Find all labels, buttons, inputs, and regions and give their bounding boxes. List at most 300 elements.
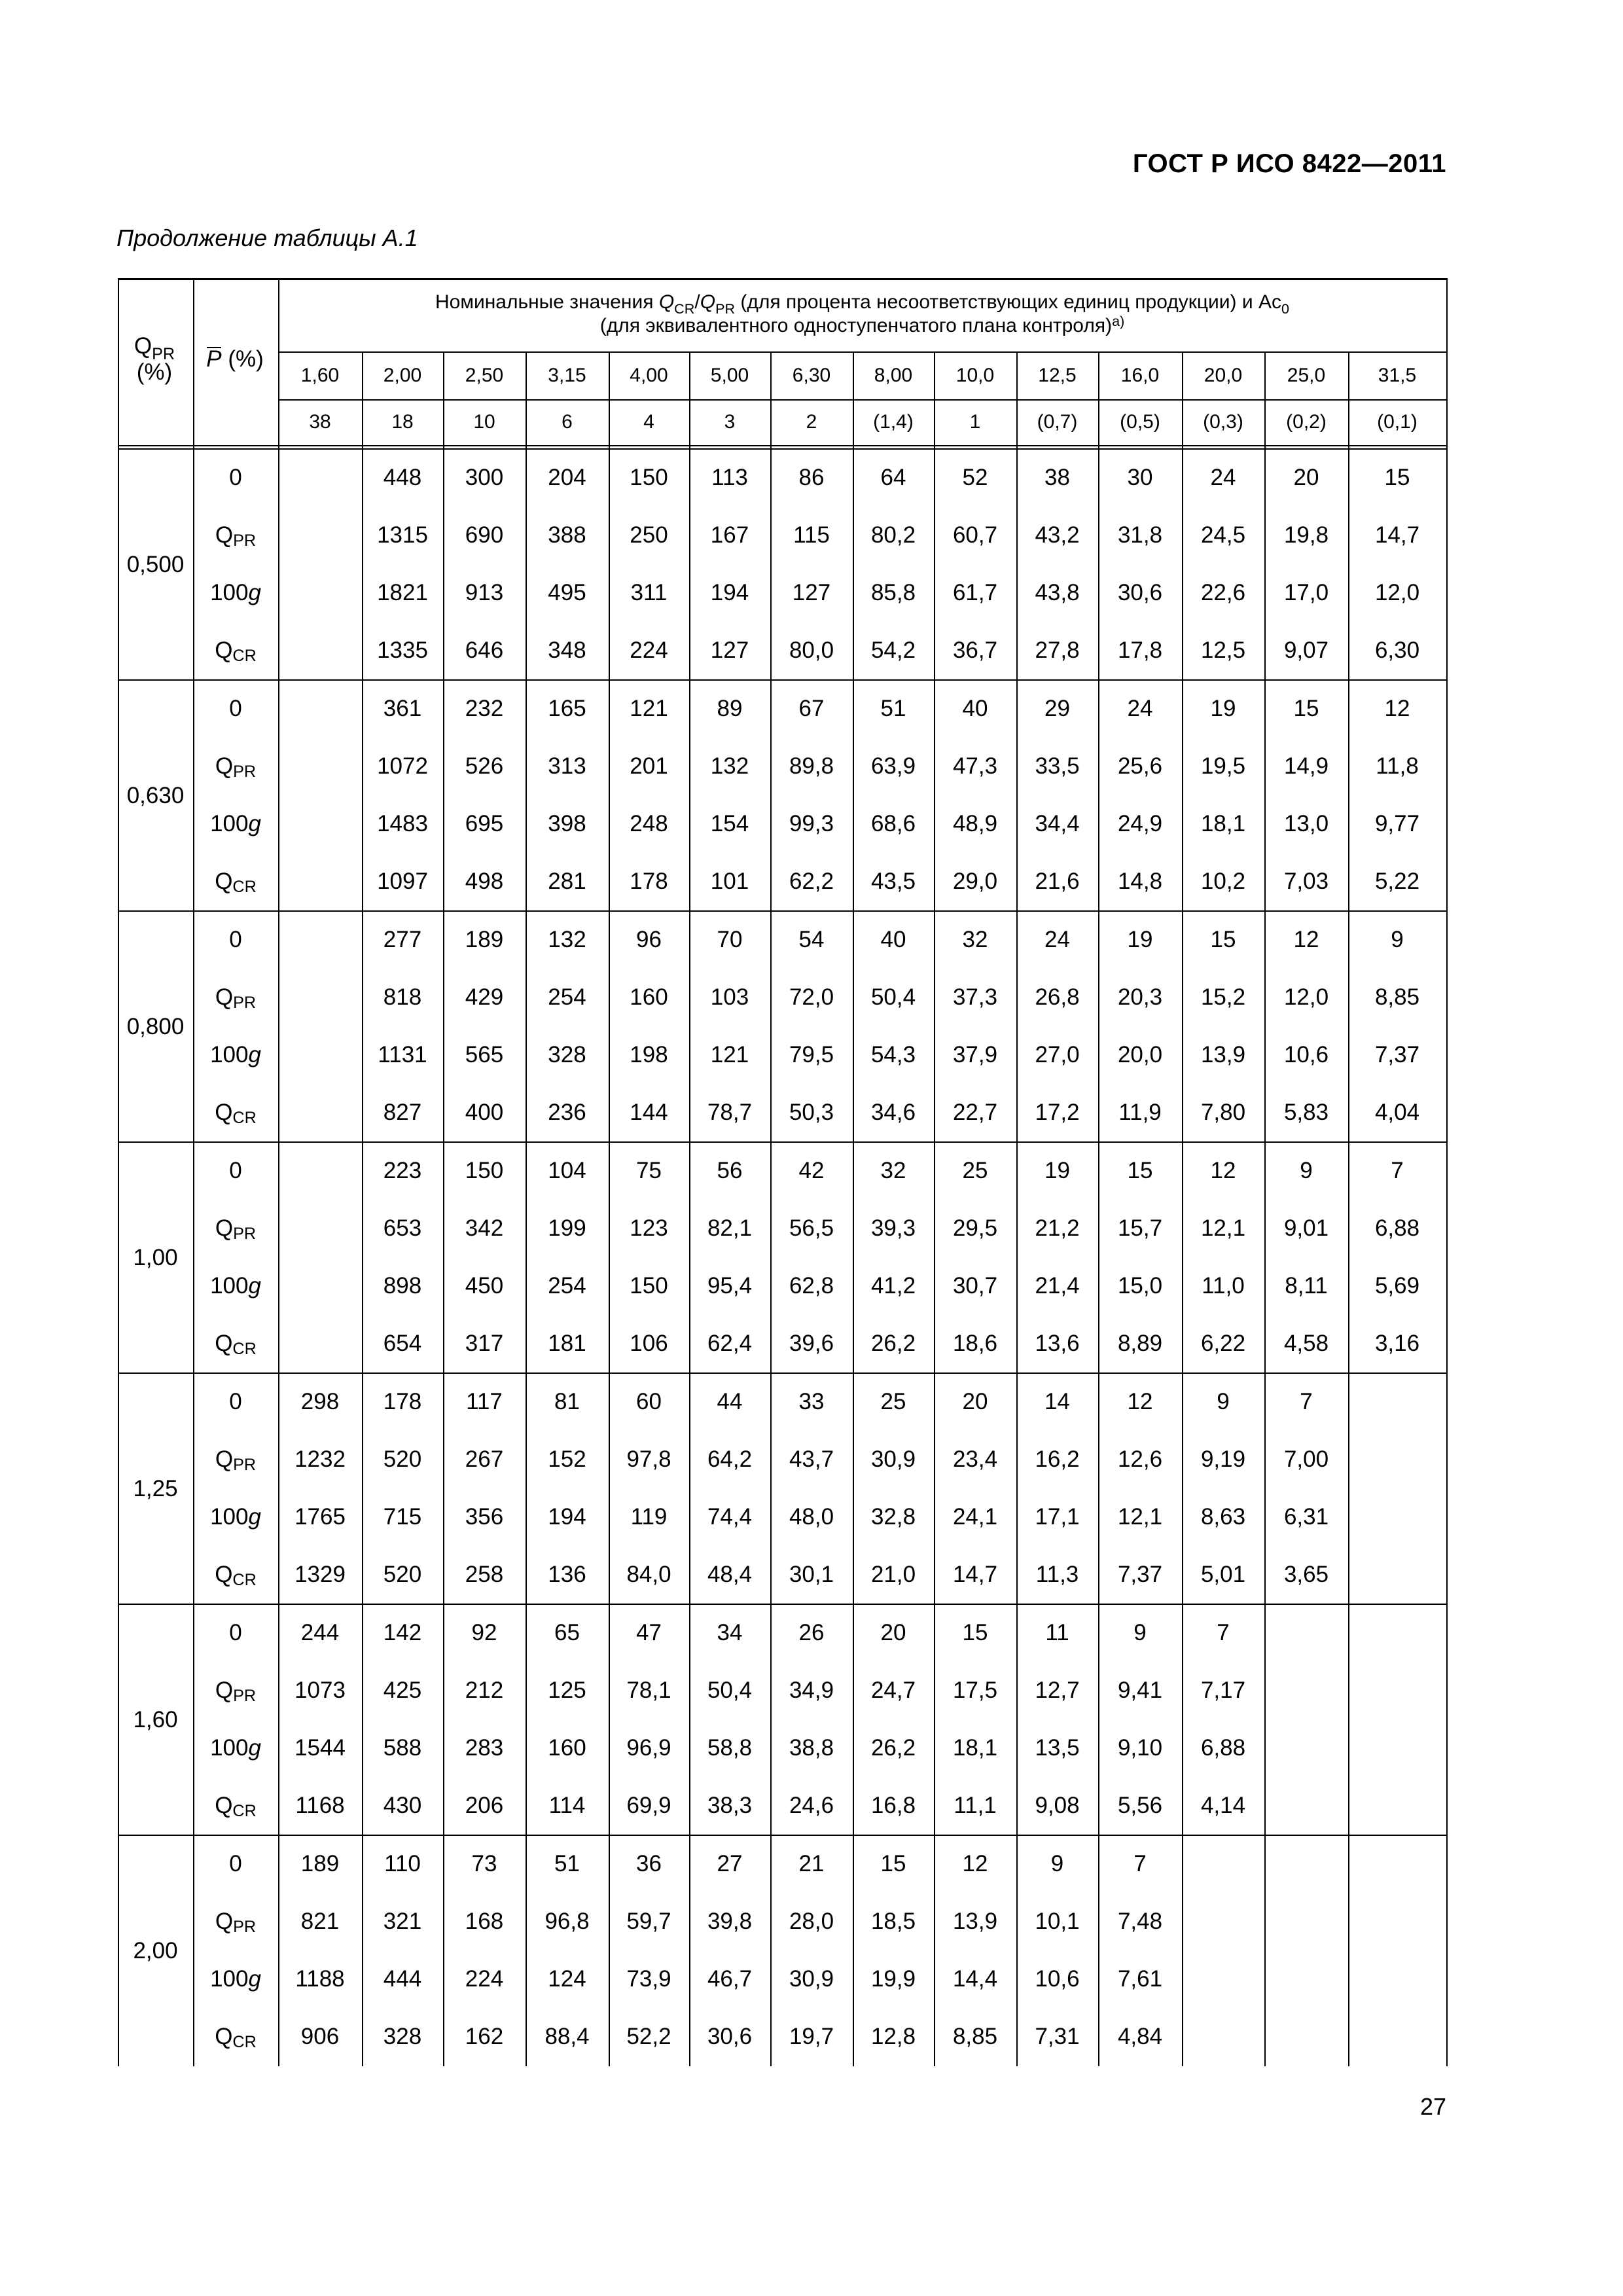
table-cell: 646 [465, 637, 504, 663]
column-divider [934, 351, 935, 2066]
table-cell: 913 [465, 580, 504, 605]
table-cell [1348, 1546, 1446, 1604]
table-cell: 425 [383, 1677, 422, 1703]
table-cell: 11,3 [1035, 1562, 1079, 1587]
table-cell: 127 [792, 580, 831, 605]
table-cell: 5,69 [1374, 1273, 1420, 1299]
table-cell: 15 [1293, 696, 1319, 721]
table-cell: 29,0 [952, 869, 998, 894]
ac-value: (0,1) [1377, 411, 1418, 433]
table-cell: 7 [1217, 1620, 1230, 1645]
table-cell: 15 [962, 1620, 988, 1645]
ac-value: 2 [806, 411, 817, 433]
table-cell: 48,0 [789, 1504, 834, 1530]
table-cell [1348, 1835, 1446, 1893]
table-cell: 121 [710, 1042, 749, 1067]
table-cell: 715 [383, 1504, 422, 1530]
table-cell: 198 [630, 1042, 668, 1067]
table-cell: 154 [710, 811, 749, 836]
table-cell [278, 449, 362, 507]
table-cell: 24 [1210, 465, 1236, 490]
table-cell [1264, 1777, 1348, 1835]
page-number: 27 [1419, 2093, 1446, 2120]
table-cell: 388 [548, 522, 586, 548]
table-cell: 70 [717, 927, 743, 952]
group-separator [118, 1835, 1446, 1836]
table-cell [1182, 2008, 1264, 2066]
table-cell: 144 [630, 1100, 668, 1125]
table-cell: 13,9 [1200, 1042, 1246, 1067]
table-cell: 96 [636, 927, 662, 952]
table-cell: 181 [548, 1331, 586, 1356]
table-cell: 317 [465, 1331, 504, 1356]
table-cell: 34,6 [870, 1100, 916, 1125]
column-header: 4,00 [630, 364, 668, 386]
table-cell: 5,83 [1283, 1100, 1329, 1125]
row-label [193, 507, 278, 564]
table-cell: 10,2 [1200, 869, 1246, 894]
table-cell: 85,8 [870, 580, 916, 605]
table-cell: 19 [1044, 1158, 1070, 1183]
table-cell: 12 [1384, 696, 1410, 721]
table-cell: 9 [1300, 1158, 1313, 1183]
table-cell [278, 1200, 362, 1257]
table-cell: 12,0 [1374, 580, 1420, 605]
row-label-main: 100 [210, 1504, 249, 1530]
table-cell: 588 [383, 1735, 422, 1761]
table-cell: 9 [1217, 1389, 1230, 1414]
row-label [193, 2008, 278, 2066]
table-cell: 14,9 [1283, 753, 1329, 779]
table-cell: 17,5 [952, 1677, 998, 1703]
table-cell [278, 911, 362, 969]
table-cell: 38,8 [789, 1735, 834, 1761]
table-cell: 9 [1050, 1851, 1064, 1876]
table-cell: 10,6 [1283, 1042, 1329, 1067]
title-q: Q [658, 291, 675, 313]
row-label-sub: PR [233, 531, 257, 550]
table-cell: 78,1 [626, 1677, 671, 1703]
table-cell: 18,1 [952, 1735, 998, 1761]
table-cell: 526 [465, 753, 504, 779]
table-cell: 19,8 [1283, 522, 1329, 548]
table-cell: 39,3 [870, 1215, 916, 1241]
table-cell: 62,2 [789, 869, 834, 894]
table-cell: 51 [880, 696, 906, 721]
table-cell: 32,8 [870, 1504, 916, 1530]
table-cell: 1821 [377, 580, 428, 605]
row-label-sub: CR [232, 1109, 257, 1128]
table-cell: 9,01 [1283, 1215, 1329, 1241]
table-cell [1264, 1893, 1348, 1950]
table-cell: 281 [548, 869, 586, 894]
table-cell: 33 [798, 1389, 825, 1414]
table-cell [1348, 1604, 1446, 1662]
table-cell: 24,7 [870, 1677, 916, 1703]
ac-value: (0,3) [1203, 411, 1243, 433]
table-cell: 29,5 [952, 1215, 998, 1241]
title-part: Номинальные значения [435, 291, 659, 313]
title-slash: / [694, 291, 700, 313]
document-header: ГОСТ Р ИСО 8422—2011 [1132, 149, 1446, 178]
table-cell: 26,2 [870, 1331, 916, 1356]
table-cell: 12 [1127, 1389, 1153, 1414]
table-cell: 267 [465, 1446, 504, 1472]
table-cell: 32 [880, 1158, 906, 1183]
table-cell: 8,11 [1285, 1273, 1328, 1299]
row-label [193, 795, 278, 853]
table-cell [278, 1026, 362, 1084]
table-cell: 103 [710, 984, 749, 1010]
row-label-main: 0 [229, 1158, 242, 1183]
table-cell: 25,6 [1117, 753, 1163, 779]
table-cell: 43,7 [789, 1446, 834, 1472]
table-cell: 29 [1044, 696, 1070, 721]
table-cell: 18,5 [870, 1909, 916, 1934]
row-label [193, 1026, 278, 1084]
table-cell: 10,1 [1035, 1909, 1080, 1934]
row-label-sub: CR [232, 1340, 257, 1359]
table-cell: 22,6 [1200, 580, 1246, 605]
table-cell: 328 [548, 1042, 586, 1067]
table-cell: 244 [300, 1620, 340, 1645]
qpr-header [118, 278, 191, 440]
table-cell: 250 [630, 522, 668, 548]
row-label [193, 1893, 278, 1950]
table-cell: 13,6 [1035, 1331, 1080, 1356]
table-cell: 37,3 [952, 984, 998, 1010]
table-cell [1348, 1373, 1446, 1431]
row-label [193, 449, 278, 507]
table-cell: 520 [383, 1562, 422, 1587]
table-cell: 8,89 [1117, 1331, 1163, 1356]
table-cell: 123 [630, 1215, 668, 1241]
row-label-main: Q [215, 637, 233, 663]
table-cell: 114 [548, 1793, 586, 1818]
column-divider [609, 351, 610, 2066]
row-label [193, 738, 278, 795]
row-label [193, 1257, 278, 1315]
column-header: 2,00 [383, 364, 422, 386]
row-label-main: Q [215, 1331, 233, 1356]
table-cell: 51 [554, 1851, 580, 1876]
table-cell: 8,85 [952, 2024, 998, 2049]
table-cell [278, 564, 362, 622]
table-cell: 24,1 [952, 1504, 998, 1530]
row-label-sub: CR [232, 1571, 257, 1590]
table-cell: 9,41 [1117, 1677, 1163, 1703]
table-cell: 73 [471, 1851, 497, 1876]
ac-value: 4 [643, 411, 654, 433]
table-cell [278, 1084, 362, 1141]
p-header [193, 278, 277, 440]
table-cell: 520 [383, 1446, 422, 1472]
table-cell: 5,56 [1117, 1793, 1163, 1818]
ac-value: 38 [309, 411, 331, 433]
table-cell: 74,4 [707, 1504, 753, 1530]
table-cell: 21,6 [1035, 869, 1080, 894]
table-cell [278, 795, 362, 853]
table-cell: 96,8 [544, 1909, 590, 1934]
table-cell: 25 [962, 1158, 988, 1183]
table-cell: 12,1 [1200, 1215, 1246, 1241]
table-cell: 7,00 [1283, 1446, 1329, 1472]
row-label-ital: g [248, 1273, 261, 1299]
row-label-ital: g [248, 811, 261, 836]
qpr-group-label: 1,60 [133, 1706, 178, 1732]
table-cell: 430 [383, 1793, 422, 1818]
table-cell: 19,5 [1200, 753, 1246, 779]
table-cell: 26,2 [870, 1735, 916, 1761]
table-cell: 30,6 [707, 2024, 753, 2049]
row-label-main: Q [215, 1562, 233, 1587]
table-cell: 18,1 [1200, 811, 1246, 836]
table-caption: Продолжение таблицы А.1 [116, 224, 418, 251]
column-header: 2,50 [465, 364, 504, 386]
table-cell: 429 [465, 984, 504, 1010]
table-cell: 223 [383, 1158, 422, 1183]
table-cell [278, 1142, 362, 1200]
table-cell: 95,4 [707, 1273, 753, 1299]
table-cell: 46,7 [707, 1966, 753, 1992]
table-cell: 44 [717, 1389, 743, 1414]
table-cell: 110 [384, 1851, 421, 1876]
table-cell: 79,5 [789, 1042, 834, 1067]
column-divider [1016, 351, 1018, 2066]
table-cell: 162 [465, 2024, 504, 2049]
table-cell: 59,7 [626, 1909, 671, 1934]
table-cell: 212 [465, 1677, 504, 1703]
table-cell: 38,3 [707, 1793, 753, 1818]
table-cell: 1073 [294, 1677, 346, 1703]
table-cell: 27 [717, 1851, 743, 1876]
row-label [193, 680, 278, 738]
column-divider [853, 351, 854, 2066]
table-cell [1264, 1604, 1348, 1662]
table-cell: 40 [880, 927, 906, 952]
column-header: 12,5 [1038, 364, 1077, 386]
table-cell: 5,22 [1374, 869, 1420, 894]
title-cr: CR [674, 300, 695, 317]
table-cell: 32 [962, 927, 988, 952]
table-cell: 68,6 [870, 811, 916, 836]
table-cell: 30,9 [870, 1446, 916, 1472]
table-cell: 695 [465, 811, 504, 836]
row-label-ital: g [248, 1504, 261, 1530]
table-cell: 26,8 [1035, 984, 1080, 1010]
table-cell: 43,5 [870, 869, 916, 894]
row-label-main: 100 [210, 1966, 249, 1992]
row-label [193, 911, 278, 969]
row-label [193, 1604, 278, 1662]
table-cell [1348, 1777, 1446, 1835]
row-label [193, 1950, 278, 2008]
ac-value: (1,4) [873, 411, 914, 433]
table-cell: 12 [962, 1851, 988, 1876]
row-label-sub: CR [232, 2033, 257, 2052]
table-cell: 400 [465, 1100, 504, 1125]
table-cell: 78,7 [707, 1100, 753, 1125]
table-cell: 15 [880, 1851, 906, 1876]
column-divider [1098, 351, 1099, 2066]
column-divider [1264, 351, 1266, 2066]
row-label-sub: PR [233, 1456, 257, 1475]
table-cell: 89 [717, 696, 743, 721]
table-cell: 277 [383, 927, 422, 952]
table-cell: 64,2 [707, 1446, 753, 1472]
table-cell: 11,0 [1202, 1273, 1245, 1299]
row-label-main: Q [215, 522, 234, 548]
ac-value: 6 [562, 411, 573, 433]
table-title [278, 278, 1446, 351]
table-cell: 24,6 [789, 1793, 834, 1818]
table-cell: 204 [548, 465, 586, 490]
table-cell [278, 853, 362, 910]
table-cell: 189 [300, 1851, 340, 1876]
p-bar-symbol: P [206, 346, 222, 372]
table-cell: 311 [630, 580, 668, 605]
table-cell [278, 507, 362, 564]
table-cell: 30,9 [789, 1966, 834, 1992]
table-cell: 12 [1210, 1158, 1236, 1183]
table-cell: 495 [548, 580, 586, 605]
table-cell [278, 969, 362, 1026]
row-label [193, 564, 278, 622]
table-cell: 39,6 [789, 1331, 834, 1356]
table-cell [278, 1315, 362, 1372]
table-cell: 14,7 [1374, 522, 1420, 548]
table-cell: 7 [1300, 1389, 1313, 1414]
row-label-main: 100 [210, 811, 249, 836]
table-cell: 1329 [294, 1562, 346, 1587]
table-cell: 4,04 [1374, 1100, 1420, 1125]
table-cell: 43,2 [1035, 522, 1080, 548]
table-cell: 48,4 [707, 1562, 753, 1587]
table-cell: 150 [630, 1273, 668, 1299]
table-cell: 24 [1127, 696, 1153, 721]
table-cell: 113 [711, 465, 748, 490]
table-cell: 10,6 [1035, 1966, 1080, 1992]
table-cell: 38 [1044, 465, 1070, 490]
table-cell: 7,17 [1200, 1677, 1246, 1703]
table-cell: 97,8 [626, 1446, 671, 1472]
table-cell: 26 [798, 1620, 825, 1645]
header-bottom-rule [118, 445, 1446, 446]
table-cell [1182, 1893, 1264, 1950]
table-cell: 33,5 [1035, 753, 1080, 779]
table-cell: 398 [548, 811, 586, 836]
title-part: (для процента несоответствующих единиц продукции) и Ac [735, 291, 1281, 313]
table-cell [278, 738, 362, 795]
table-cell: 194 [548, 1504, 586, 1530]
column-divider [770, 351, 772, 2066]
table-cell: 89,8 [789, 753, 834, 779]
table-cell: 498 [465, 869, 504, 894]
table-cell: 30,6 [1117, 580, 1163, 605]
table-cell: 12 [1293, 927, 1319, 952]
row-label [193, 853, 278, 910]
column-header: 5,00 [710, 364, 749, 386]
ac-value: 1 [969, 411, 981, 433]
qpr-group-label: 0,630 [126, 782, 185, 808]
table-cell [1182, 1950, 1264, 2008]
table-cell: 6,22 [1200, 1331, 1246, 1356]
column-header: 10,0 [955, 364, 995, 386]
table-cell: 3,65 [1283, 1562, 1329, 1587]
table-cell: 39,8 [707, 1909, 753, 1934]
table-cell: 150 [465, 1158, 504, 1183]
table-left-border [118, 278, 119, 2066]
column-divider [689, 351, 690, 2066]
table-cell: 34 [717, 1620, 743, 1645]
row-label-main: 100 [210, 1273, 249, 1299]
column-divider [1182, 351, 1183, 2066]
row-label-main: Q [215, 1100, 233, 1125]
table-cell: 11 [1045, 1620, 1069, 1645]
table-cell: 3,16 [1374, 1331, 1420, 1356]
table-cell: 40 [962, 696, 988, 721]
table-cell: 6,30 [1374, 637, 1420, 663]
table-cell: 36,7 [952, 637, 998, 663]
table-cell: 99,3 [789, 811, 834, 836]
table-cell: 81 [554, 1389, 580, 1414]
table-cell: 48,9 [952, 811, 998, 836]
column-divider [193, 278, 194, 2066]
table-cell: 356 [465, 1504, 504, 1530]
table-cell: 150 [630, 465, 668, 490]
table-cell: 653 [383, 1215, 422, 1241]
table-cell: 201 [630, 753, 668, 779]
table-cell: 690 [465, 522, 504, 548]
table-cell: 50,4 [870, 984, 916, 1010]
table-cell: 15,2 [1200, 984, 1246, 1010]
table-cell: 20 [1293, 465, 1319, 490]
table-cell: 106 [630, 1331, 668, 1356]
table-cell: 300 [465, 465, 504, 490]
table-cell: 54 [798, 927, 825, 952]
table-cell: 63,9 [870, 753, 916, 779]
table-cell: 24,9 [1117, 811, 1163, 836]
table-cell: 20,0 [1117, 1042, 1163, 1067]
table-cell: 47 [636, 1620, 662, 1645]
table-cell: 7,37 [1374, 1042, 1420, 1067]
table-cell: 72,0 [789, 984, 834, 1010]
table-top-border [118, 278, 1446, 280]
table-cell: 14 [1044, 1389, 1070, 1414]
table-cell: 448 [383, 465, 422, 490]
table-cell: 6,88 [1200, 1735, 1246, 1761]
table-cell: 92 [471, 1620, 497, 1645]
row-label-sub: PR [233, 1918, 257, 1937]
table-cell: 1168 [295, 1793, 345, 1818]
table-cell: 1232 [294, 1446, 346, 1472]
ac-value: 3 [724, 411, 736, 433]
table-cell: 254 [548, 1273, 586, 1299]
row-label [193, 1142, 278, 1200]
row-label-main: 100 [210, 1042, 249, 1067]
table-cell [1348, 1431, 1446, 1488]
table-cell: 34,9 [789, 1677, 834, 1703]
table-cell: 115 [793, 522, 830, 548]
table-cell [1348, 1662, 1446, 1719]
table-cell: 12,1 [1117, 1504, 1163, 1530]
table-cell: 254 [548, 984, 586, 1010]
table-cell: 1765 [294, 1504, 346, 1530]
table-cell: 565 [465, 1042, 504, 1067]
table-cell: 15 [1384, 465, 1410, 490]
table-cell: 25 [880, 1389, 906, 1414]
table-cell: 82,1 [707, 1215, 753, 1241]
